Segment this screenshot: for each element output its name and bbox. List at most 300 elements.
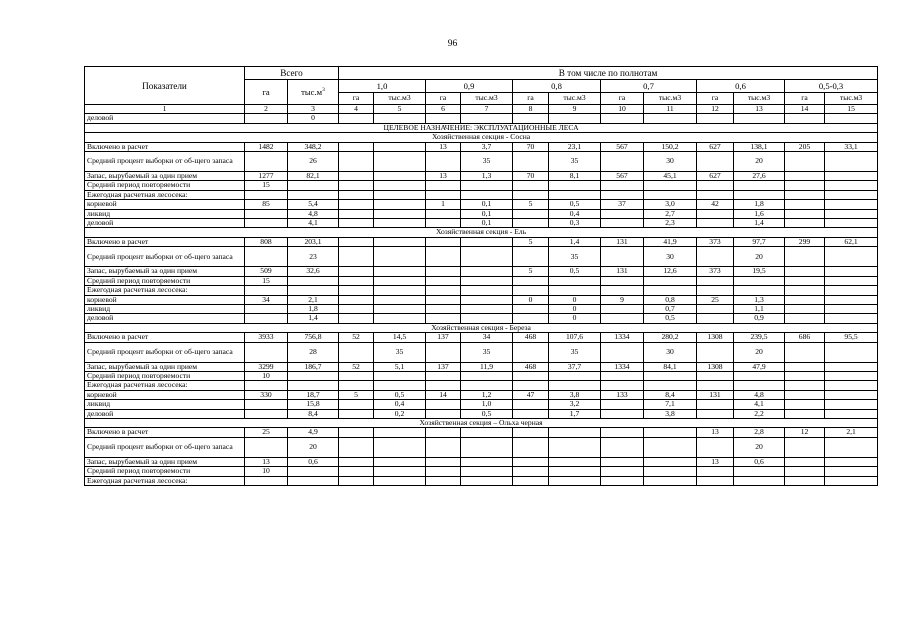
table-cell (513, 181, 549, 190)
table-cell: 35 (549, 152, 601, 172)
table-cell (601, 467, 644, 476)
table-cell (513, 457, 549, 466)
table-cell: 10 (245, 467, 288, 476)
table-cell: 8,4 (288, 409, 339, 418)
table-cell: 373 (697, 237, 734, 246)
row-label: деловой (85, 314, 245, 323)
table-cell (374, 190, 426, 199)
table-cell (374, 200, 426, 209)
table-cell (374, 437, 426, 457)
table-cell (644, 437, 697, 457)
table-cell: 5,1 (374, 362, 426, 371)
table-cell (288, 371, 339, 380)
table-cell (644, 428, 697, 437)
table-cell (601, 304, 644, 313)
row-label: Включено в расчет (85, 333, 245, 342)
table-cell (697, 152, 734, 172)
table-cell: 5 (513, 200, 549, 209)
table-cell: 3933 (245, 333, 288, 342)
table-cell (601, 276, 644, 285)
table-cell (697, 314, 734, 323)
table-cell (339, 237, 374, 246)
table-cell (785, 476, 825, 485)
table-cell (288, 276, 339, 285)
header-unit-volume: тыс.м3 (825, 93, 878, 105)
table-cell (513, 114, 549, 123)
column-number: 7 (461, 105, 513, 114)
table-cell: 35 (461, 152, 513, 172)
table-cell: 30 (644, 152, 697, 172)
table-cell (426, 237, 461, 246)
header-total-ha: га (245, 80, 288, 105)
table-cell (374, 267, 426, 276)
table-cell: 1,2 (461, 390, 513, 399)
table-cell (513, 286, 549, 295)
table-cell (644, 476, 697, 485)
table-cell (461, 381, 513, 390)
table-cell: 62,1 (825, 237, 878, 246)
table-cell: 1,4 (734, 219, 785, 228)
table-cell: 95,5 (825, 333, 878, 342)
row-label: Запас, вырубаемый за один прием (85, 362, 245, 371)
table-cell (374, 381, 426, 390)
table-cell (644, 457, 697, 466)
table-cell: 0,5 (549, 267, 601, 276)
table-cell (426, 467, 461, 476)
table-cell (697, 276, 734, 285)
table-cell: 205 (785, 142, 825, 151)
table-cell: 0,1 (461, 219, 513, 228)
table-cell (697, 400, 734, 409)
table-cell: 0 (549, 314, 601, 323)
header-unit-volume: тыс.м3 (644, 93, 697, 105)
header-unit-volume: тыс.м3 (549, 93, 601, 105)
table-cell: 4,9 (288, 428, 339, 437)
table-cell (825, 286, 878, 295)
table-cell (601, 342, 644, 362)
table-cell: 1,3 (461, 172, 513, 181)
table-cell (697, 286, 734, 295)
table-row (85, 342, 878, 362)
table-cell (785, 209, 825, 218)
table-cell: 0 (549, 295, 601, 304)
table-cell (339, 209, 374, 218)
table-cell (549, 437, 601, 457)
table-cell (513, 247, 549, 267)
table-cell: 2,7 (644, 209, 697, 218)
table-cell: 3,2 (549, 400, 601, 409)
table-cell: 20 (734, 437, 785, 457)
table-cell (825, 219, 878, 228)
column-number: 1 (85, 105, 245, 114)
table-cell: 35 (549, 247, 601, 267)
table-row (85, 314, 878, 323)
table-cell (601, 371, 644, 380)
forest-cutting-table (84, 66, 878, 486)
table-cell: 85 (245, 200, 288, 209)
table-cell (461, 181, 513, 190)
table-cell (825, 267, 878, 276)
header-unit-ha: га (601, 93, 644, 105)
table-cell (513, 304, 549, 313)
table-cell (734, 476, 785, 485)
table-cell (825, 409, 878, 418)
table-cell: 0,1 (461, 209, 513, 218)
table-cell (426, 400, 461, 409)
table-cell (426, 437, 461, 457)
table-cell (426, 428, 461, 437)
table-cell (785, 400, 825, 409)
table-cell (513, 400, 549, 409)
table-cell (697, 181, 734, 190)
table-cell (374, 172, 426, 181)
table-cell: 0,5 (644, 314, 697, 323)
table-cell (697, 247, 734, 267)
table-row (85, 276, 878, 285)
table-cell (339, 172, 374, 181)
table-cell (785, 267, 825, 276)
table-cell: 20 (734, 247, 785, 267)
table-cell (426, 371, 461, 380)
table-cell: 28 (288, 342, 339, 362)
table-cell: 2,8 (734, 428, 785, 437)
table-row (85, 437, 878, 457)
table-cell (339, 409, 374, 418)
table-cell: 567 (601, 172, 644, 181)
table-cell: 0,4 (374, 400, 426, 409)
table-cell (245, 209, 288, 218)
row-label: Запас, вырубаемый за один прием (85, 457, 245, 466)
table-cell (461, 314, 513, 323)
table-row (85, 457, 878, 466)
table-cell: 280,2 (644, 333, 697, 342)
table-cell (426, 304, 461, 313)
table-cell: 12 (785, 428, 825, 437)
table-cell: 131 (601, 267, 644, 276)
table-cell (374, 114, 426, 123)
table-cell (374, 286, 426, 295)
table-cell (461, 237, 513, 246)
table-cell (734, 114, 785, 123)
header-density: 0,8 (513, 80, 601, 93)
table-cell (785, 371, 825, 380)
table-cell: 0,5 (549, 200, 601, 209)
row-label: Включено в расчет (85, 237, 245, 246)
row-label: деловой (85, 114, 245, 123)
table-cell: 30 (644, 342, 697, 362)
header-density: 0,7 (601, 80, 697, 93)
table-cell: 137 (426, 333, 461, 342)
table-row (85, 400, 878, 409)
table-cell (734, 371, 785, 380)
table-cell (825, 314, 878, 323)
column-number: 3 (288, 105, 339, 114)
table-cell: 138,1 (734, 142, 785, 151)
table-cell (374, 181, 426, 190)
table-cell: 13 (697, 457, 734, 466)
table-cell: 23,1 (549, 142, 601, 151)
table-cell (785, 181, 825, 190)
table-cell (513, 428, 549, 437)
table-row (85, 142, 878, 151)
table-cell: 0,1 (461, 200, 513, 209)
table-cell: 2,1 (825, 428, 878, 437)
row-label: корневой (85, 200, 245, 209)
table-cell: 34 (245, 295, 288, 304)
row-label: деловой (85, 219, 245, 228)
table-cell (785, 457, 825, 466)
column-number: 12 (697, 105, 734, 114)
table-cell (245, 476, 288, 485)
header-unit-ha: га (426, 93, 461, 105)
table-cell: 373 (697, 267, 734, 276)
table-cell: 33,1 (825, 142, 878, 151)
table-cell: 131 (601, 237, 644, 246)
table-cell (549, 457, 601, 466)
table-cell (644, 286, 697, 295)
table-cell (339, 276, 374, 285)
table-cell: 19,5 (734, 267, 785, 276)
table-cell (426, 209, 461, 218)
table-row (85, 381, 878, 390)
table-cell: 82,1 (288, 172, 339, 181)
table-cell (697, 342, 734, 362)
table-cell (785, 314, 825, 323)
table-cell (461, 457, 513, 466)
table-cell (785, 247, 825, 267)
table-row (85, 371, 878, 380)
table-cell: 1,3 (734, 295, 785, 304)
table-cell: 4,8 (288, 209, 339, 218)
table-cell: 1,0 (461, 400, 513, 409)
table-cell (825, 467, 878, 476)
table-cell (734, 467, 785, 476)
table-cell (339, 114, 374, 123)
header-total-volume: $тыс.м^3$ (288, 80, 339, 105)
column-number: 4 (339, 105, 374, 114)
table-cell (374, 237, 426, 246)
table-cell (339, 467, 374, 476)
header-indicators: Показатели (85, 67, 245, 105)
table-cell: 1 (426, 200, 461, 209)
table-cell (601, 400, 644, 409)
header-density: 0,5-0,3 (785, 80, 878, 93)
table-cell (426, 247, 461, 267)
column-number: 5 (374, 105, 426, 114)
table-cell: 0,7 (644, 304, 697, 313)
table-cell: 203,1 (288, 237, 339, 246)
table-cell (644, 371, 697, 380)
row-label: Средний процент выборки от об-щего запаса (85, 437, 245, 457)
table-cell: 0,3 (549, 219, 601, 228)
table-cell (785, 286, 825, 295)
table-cell (825, 362, 878, 371)
table-cell: 7,1 (644, 400, 697, 409)
table-cell: 330 (245, 390, 288, 399)
table-cell: 27,6 (734, 172, 785, 181)
table-cell: 0,2 (374, 409, 426, 418)
table-cell: 41,9 (644, 237, 697, 246)
table-cell (697, 409, 734, 418)
row-label: Средний процент выборки от об-щего запаса (85, 342, 245, 362)
header-unit-volume: тыс.м3 (461, 93, 513, 105)
header-unit-volume: тыс.м3 (734, 93, 785, 105)
table-row (85, 267, 878, 276)
table-cell (549, 476, 601, 485)
table-cell: 4,1 (734, 400, 785, 409)
table-cell: 107,6 (549, 333, 601, 342)
table-cell: 13 (426, 172, 461, 181)
row-label: Ежегодная расчетная лесосека: (85, 286, 245, 295)
row-label: Запас, вырубаемый за один прием (85, 267, 245, 276)
table-cell (697, 476, 734, 485)
row-label: Ежегодная расчетная лесосека: (85, 190, 245, 199)
table-row (85, 467, 878, 476)
table-cell (461, 267, 513, 276)
table-cell (461, 304, 513, 313)
table-cell (825, 190, 878, 199)
row-label: деловой (85, 409, 245, 418)
table-cell: 808 (245, 237, 288, 246)
table-cell: 0,8 (644, 295, 697, 304)
table-cell: 150,2 (644, 142, 697, 151)
table-cell (734, 381, 785, 390)
table-cell (785, 437, 825, 457)
table-cell (825, 390, 878, 399)
table-cell (825, 371, 878, 380)
header-density: 0,9 (426, 80, 513, 93)
table-cell (288, 181, 339, 190)
table-cell: 1308 (697, 362, 734, 371)
table-cell: 627 (697, 142, 734, 151)
table-cell (549, 381, 601, 390)
table-cell: 23 (288, 247, 339, 267)
table-cell (785, 200, 825, 209)
table-cell (601, 409, 644, 418)
table-cell (785, 219, 825, 228)
table-cell (245, 400, 288, 409)
table-cell (785, 114, 825, 123)
table-cell (339, 304, 374, 313)
table-cell: 52 (339, 333, 374, 342)
table-cell (601, 181, 644, 190)
table-cell: 13 (697, 428, 734, 437)
table-cell: 0,6 (288, 457, 339, 466)
table-cell: 1,1 (734, 304, 785, 313)
table-row (85, 247, 878, 267)
table-cell: 11,9 (461, 362, 513, 371)
table-cell (245, 114, 288, 123)
column-number: 9 (549, 105, 601, 114)
table-cell (426, 267, 461, 276)
table-cell: 5 (339, 390, 374, 399)
table-cell: 30 (644, 247, 697, 267)
table-cell (461, 286, 513, 295)
table-cell: 8,1 (549, 172, 601, 181)
table-cell (513, 437, 549, 457)
table-cell: 1,7 (549, 409, 601, 418)
row-label: ликвид (85, 400, 245, 409)
table-cell (461, 371, 513, 380)
table-cell (644, 114, 697, 123)
table-cell (549, 428, 601, 437)
table-cell: 13 (426, 142, 461, 151)
table-cell: 5,4 (288, 200, 339, 209)
table-cell (734, 286, 785, 295)
table-cell (697, 114, 734, 123)
table-cell (825, 381, 878, 390)
table-cell: 468 (513, 362, 549, 371)
table-cell (697, 209, 734, 218)
table-cell: 35 (461, 342, 513, 362)
table-row (85, 200, 878, 209)
table-cell: 756,8 (288, 333, 339, 342)
column-number: 14 (785, 105, 825, 114)
header-unit-ha: га (339, 93, 374, 105)
row-label: Включено в расчет (85, 142, 245, 151)
table-row (85, 181, 878, 190)
table-cell (288, 286, 339, 295)
table-cell: 2,3 (644, 219, 697, 228)
table-cell (339, 381, 374, 390)
table-cell: 14 (426, 390, 461, 399)
row-label: Включено в расчет (85, 428, 245, 437)
table-cell: 35 (374, 342, 426, 362)
table-cell (734, 276, 785, 285)
purpose-title: ЦЕЛЕВОЕ НАЗНАЧЕНИЕ: ЭКСПЛУАТАЦИОННЫЕ ЛЕСА (85, 123, 878, 132)
table-row (85, 286, 878, 295)
table-cell (426, 276, 461, 285)
table-cell (426, 181, 461, 190)
table-cell (426, 342, 461, 362)
table-cell: 25 (245, 428, 288, 437)
table-cell (245, 152, 288, 172)
table-cell: 3,8 (549, 390, 601, 399)
column-number: 10 (601, 105, 644, 114)
table-cell: 45,1 (644, 172, 697, 181)
table-cell (785, 381, 825, 390)
table-row (85, 428, 878, 437)
table-row (85, 152, 878, 172)
table-cell: 239,5 (734, 333, 785, 342)
table-cell (549, 114, 601, 123)
table-cell: 299 (785, 237, 825, 246)
table-cell (339, 314, 374, 323)
table-cell (339, 437, 374, 457)
table-cell (697, 381, 734, 390)
table-cell: 509 (245, 267, 288, 276)
row-label: Ежегодная расчетная лесосека: (85, 381, 245, 390)
table-cell: 131 (697, 390, 734, 399)
table-cell: 1334 (601, 362, 644, 371)
table-cell: 137 (426, 362, 461, 371)
table-cell (374, 314, 426, 323)
table-cell: 70 (513, 172, 549, 181)
table-cell (426, 286, 461, 295)
table-cell (825, 181, 878, 190)
table-cell (601, 428, 644, 437)
table-cell: 18,7 (288, 390, 339, 399)
table-cell (601, 381, 644, 390)
table-cell: 1277 (245, 172, 288, 181)
table-cell (825, 152, 878, 172)
table-cell: 3,7 (461, 142, 513, 151)
table-cell (339, 142, 374, 151)
table-cell: 15 (245, 181, 288, 190)
table-cell (513, 381, 549, 390)
table-cell (825, 276, 878, 285)
table-cell (513, 314, 549, 323)
